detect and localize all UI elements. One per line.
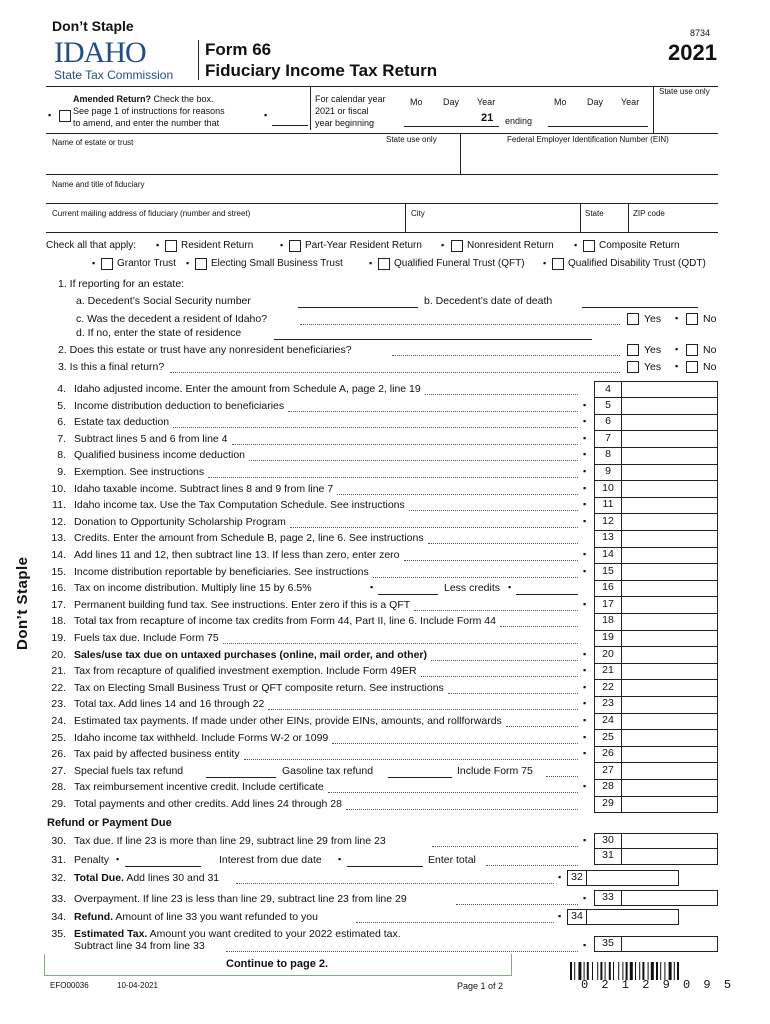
leader-dots <box>268 709 578 710</box>
leader-dots <box>337 494 578 495</box>
leader-dots <box>223 643 578 644</box>
line-number: 22. <box>51 681 66 694</box>
state-use-only-2: State use only <box>386 135 437 144</box>
leader-dots <box>431 660 578 661</box>
line-box-label: 23 <box>594 696 622 713</box>
line-text: Idaho income tax. Use the Tax Computation Schedule. See instructions <box>74 499 405 512</box>
line-box-label: 7 <box>594 431 622 448</box>
line-amount-field[interactable] <box>622 597 718 614</box>
electing-checkbox[interactable] <box>195 258 207 270</box>
line-box-label: 27 <box>594 763 622 780</box>
line-text: Idaho adjusted income. Enter the amount from Schedule A, page 2, line 19 <box>74 383 421 395</box>
leader-dots <box>332 743 578 744</box>
check-all-label: Check all that apply: <box>46 240 137 251</box>
line-text: Fuels tax due. Include Form 75 <box>74 632 219 644</box>
line-number: 29. <box>51 798 66 810</box>
line-text: Tax on Electing Small Business Trust or QFT composite return. See instructions <box>74 681 444 694</box>
line-text: Qualified business income deduction <box>74 449 246 462</box>
q2-no-label: No <box>703 344 717 356</box>
bullet-marker: ▪ <box>583 781 587 792</box>
line-number: 28. <box>51 781 66 794</box>
line-amount-field[interactable] <box>622 663 718 680</box>
q2-no-checkbox[interactable] <box>686 344 698 356</box>
line-number: 8. <box>57 449 66 462</box>
form-title: Fiduciary Income Tax Return <box>205 61 438 80</box>
line-number: 23. <box>51 698 66 711</box>
begin-day-label: Day <box>443 97 460 107</box>
line-amount-field[interactable] <box>622 447 718 464</box>
line-number: 7. <box>57 432 66 445</box>
amended-number-field[interactable] <box>272 125 308 126</box>
line-number: 11. <box>52 499 66 512</box>
barcode-number: 0 2 1 2 9 0 9 5 <box>581 978 735 992</box>
continue-label: Continue to page 2. <box>226 958 329 970</box>
line-number: 9. <box>57 466 66 478</box>
part-year-checkbox[interactable] <box>289 240 301 252</box>
form-number: Form 66 <box>205 40 272 59</box>
line-34-number: 34. <box>51 911 66 923</box>
line-amount-field[interactable] <box>622 530 718 547</box>
line-amount-field[interactable] <box>622 497 718 514</box>
idaho-logo <box>54 38 194 82</box>
leader-dots <box>290 527 578 528</box>
bullet-marker: ▪ <box>583 681 587 692</box>
bullet-marker: ▪ <box>583 482 587 493</box>
resident-checkbox[interactable] <box>165 240 177 252</box>
bullet-marker: ▪ <box>583 715 587 725</box>
line-box-label: 21 <box>594 663 622 680</box>
q3-yes-checkbox[interactable] <box>627 361 639 373</box>
line-35-text: Estimated Tax. Amount you want credited to your 2022 estimated tax. <box>74 928 401 940</box>
form-code: 8734 <box>690 28 711 38</box>
leader-dots <box>448 693 578 694</box>
bullet-marker: ▪ <box>583 399 587 410</box>
line-amount-field[interactable] <box>622 779 718 796</box>
leader-dots <box>404 560 578 561</box>
line-amount-field[interactable] <box>622 414 718 431</box>
line-text: Tax on income distribution. Multiply line 15 by 6.5% <box>74 582 312 595</box>
efo-code: EFO00036 <box>50 981 89 990</box>
qft-label: Qualified Funeral Trust (QFT) <box>394 258 525 269</box>
leader-dots <box>546 776 578 777</box>
q2-yes-checkbox[interactable] <box>627 344 639 356</box>
line-number: 26. <box>51 748 66 761</box>
line-number: 19. <box>51 632 66 644</box>
line-31-penalty-label: Penalty <box>74 854 110 866</box>
q1a-label: a. Decedent’s Social Security number <box>76 295 251 307</box>
line-box-label: 14 <box>594 547 622 564</box>
part-year-label: Part-Year Resident Return <box>305 240 422 251</box>
line-amount-field[interactable] <box>622 763 718 780</box>
line-box-label: 28 <box>594 779 622 796</box>
line-16-tax-field[interactable] <box>378 594 438 595</box>
q1b-label: b. Decedent’s date of death <box>424 295 553 307</box>
line-box-label: 11 <box>594 497 622 514</box>
leader-dots <box>346 809 578 810</box>
line-amount-field[interactable] <box>622 647 718 664</box>
bullet-marker: ▪ <box>370 582 374 593</box>
bullet-marker: ▪ <box>583 416 587 427</box>
line-number: 4. <box>57 383 66 395</box>
q3-yes-label: Yes <box>644 361 662 373</box>
line-box-label: 12 <box>594 514 622 531</box>
line-box-label: 17 <box>594 597 622 614</box>
state-use-only-1: State use only <box>659 87 710 96</box>
line-32-number: 32. <box>51 872 66 884</box>
name-field[interactable] <box>46 174 718 175</box>
end-day-label: Day <box>587 97 604 107</box>
qft-checkbox[interactable] <box>378 258 390 270</box>
bullet-marker: ▪ <box>583 449 587 460</box>
line-30-number: 30. <box>51 835 66 847</box>
line-text: Add lines 11 and 12, then subtract line 13. If less than zero, enter zero <box>74 549 400 561</box>
leader-dots <box>244 759 578 760</box>
q1c-yes-checkbox[interactable] <box>627 313 639 325</box>
q2-label: 2. Does this estate or trust have any nonresident beneficiaries? <box>58 344 352 356</box>
barcode-bar <box>570 962 572 980</box>
begin-year-label: Year <box>477 97 496 107</box>
bullet-marker: ▪ <box>583 748 587 759</box>
line-31-interest-label: Interest from due date <box>219 854 322 866</box>
ssn-field[interactable] <box>298 307 418 308</box>
q3-no-label: No <box>703 361 717 373</box>
line-number: 18. <box>51 615 66 628</box>
calendar-year-text: For calendar year 2021 or fiscal year beginning <box>315 94 386 128</box>
line-box-label: 29 <box>594 796 622 813</box>
ein-label: Federal Employer Identification Number (EIN) <box>507 135 669 144</box>
composite-checkbox[interactable] <box>583 240 595 252</box>
leader-dots <box>328 792 578 793</box>
line-32-text: Total Due. Add lines 30 and 31 <box>74 872 220 884</box>
line-34-text: Refund. Amount of line 33 you want refunded to you <box>74 911 318 923</box>
zip-label: ZIP code <box>633 209 665 218</box>
bullet-marker: ▪ <box>583 466 587 476</box>
line-number: 21. <box>51 665 66 678</box>
line-amount-field[interactable] <box>622 696 718 713</box>
line-box-label: 13 <box>594 530 622 547</box>
line-number: 20. <box>51 648 66 661</box>
line-text: Permanent building fund tax. See instructions. Enter zero if this is a QFT <box>74 598 411 611</box>
line-35-amount[interactable] <box>622 936 718 952</box>
residence-state-field[interactable] <box>274 339 592 340</box>
line-box-label: 19 <box>594 630 622 647</box>
line-32-amount[interactable] <box>587 870 679 886</box>
line-amount-field[interactable] <box>622 630 718 647</box>
special-fuels-field[interactable] <box>206 777 276 778</box>
line-30-box-label: 30 <box>594 833 622 849</box>
line-text: Idaho taxable income. Subtract lines 8 and 9 from line 7 <box>74 482 334 495</box>
line-box-label: 18 <box>594 613 622 630</box>
line-box-label: 4 <box>594 381 622 398</box>
line-text: Income distribution deduction to beneficiaries <box>74 399 285 412</box>
end-mo-label: Mo <box>554 97 567 107</box>
q3-label: 3. Is this a final return? <box>58 361 165 373</box>
leader-dots <box>425 394 578 395</box>
leader-dots <box>500 626 578 627</box>
line-text: Total tax from recapture of income tax credits from Form 44, Part II, line 6. Include Form 44 <box>74 615 496 628</box>
line-number: 16. <box>51 582 66 595</box>
leader-dots <box>414 610 578 611</box>
leader-dots <box>249 460 578 461</box>
line-box-label: 8 <box>594 447 622 464</box>
line-31-total-label: Enter total <box>428 854 476 866</box>
line-box-label: 9 <box>594 464 622 481</box>
less-credits-field[interactable] <box>516 594 578 595</box>
amended-text: Amended Return? Check the box. See page 1 of instructions for reasons to amend, and enter the number that <box>73 94 225 128</box>
line-text: Total payments and other credits. Add lines 24 through 28 <box>74 798 342 810</box>
line-text: Tax reimbursement incentive credit. Include certificate <box>74 781 324 794</box>
q1c-no-label: No <box>703 313 717 325</box>
line-box-label: 16 <box>594 580 622 597</box>
nonresident-label: Nonresident Return <box>467 240 554 251</box>
line-box-label: 20 <box>594 647 622 664</box>
begin-date-field[interactable] <box>404 126 499 127</box>
bullet-marker: ▪ <box>583 648 587 659</box>
amended-checkbox[interactable] <box>59 110 71 122</box>
line-30-text: Tax due. If line 23 is more than line 29, subtract line 29 from line 23 <box>74 835 386 847</box>
line-text: Estimated tax payments. If made under other EINs, provide EINs, amounts, and rollforwards <box>74 715 502 727</box>
end-year-label: Year <box>621 97 640 107</box>
bullet-marker: ▪ <box>583 598 587 609</box>
form-date: 10-04-2021 <box>117 981 158 990</box>
bullet-marker: ▪ <box>583 432 587 443</box>
grantor-label: Grantor Trust <box>117 258 176 269</box>
line-number: 13. <box>51 532 66 545</box>
line-number: 24. <box>51 715 66 727</box>
leader-dots <box>173 427 578 428</box>
line-amount-field[interactable] <box>622 680 718 697</box>
line-30-amount[interactable] <box>622 833 718 849</box>
leader-dots <box>208 477 578 478</box>
q1d-label: d. If no, enter the state of residence <box>76 327 242 339</box>
line-text: Income distribution reportable by beneficiaries. See instructions <box>74 565 369 578</box>
leader-dots <box>409 510 578 511</box>
line-box-label: 26 <box>594 746 622 763</box>
line-amount-field[interactable] <box>622 730 718 747</box>
line-box-label: 5 <box>594 398 622 415</box>
barcode-bar <box>574 962 575 980</box>
q2-yes-label: Yes <box>644 344 662 356</box>
composite-label: Composite Return <box>599 240 680 251</box>
fiduciary-label: Name and title of fiduciary <box>52 180 145 189</box>
bullet-marker: ▪ <box>583 515 587 526</box>
line-amount-field[interactable] <box>622 613 718 630</box>
leader-dots <box>373 577 578 578</box>
resident-label: Resident Return <box>181 240 254 251</box>
line-number: 27. <box>51 764 66 777</box>
line-31-number: 31. <box>51 854 66 866</box>
line-amount-field[interactable] <box>622 564 718 581</box>
qdt-checkbox[interactable] <box>552 258 564 270</box>
state-label: State <box>585 209 604 218</box>
end-date-field[interactable] <box>548 126 648 127</box>
line-box-label: 6 <box>594 414 622 431</box>
penalty-field[interactable] <box>125 866 201 867</box>
line-amount-field[interactable] <box>622 580 718 597</box>
q1-label: 1. If reporting for an estate: <box>58 278 185 290</box>
line-box-label: 22 <box>594 680 622 697</box>
leader-dots <box>232 444 578 445</box>
bullet-marker: ▪ <box>583 499 587 510</box>
line-text: Credits. Enter the amount from Schedule B, page 2, line 6. See instructions <box>74 532 424 545</box>
line-number: 14. <box>51 549 66 561</box>
line-box-label: 25 <box>594 730 622 747</box>
line-number: 25. <box>51 731 66 744</box>
qdt-label: Qualified Disability Trust (QDT) <box>568 258 706 269</box>
line-number: 15. <box>51 565 66 578</box>
less-credits-label: Less credits <box>444 582 501 595</box>
bullet-marker: ▪ <box>583 565 587 576</box>
electing-label: Electing Small Business Trust <box>211 258 343 269</box>
line-text: Exemption. See instructions <box>74 466 205 478</box>
line-number: 12. <box>51 515 66 528</box>
bullet-marker: ▪ <box>583 549 587 559</box>
bullet-marker: ▪ <box>583 698 587 709</box>
refund-heading: Refund or Payment Due <box>47 817 172 829</box>
line-text: Subtract lines 5 and 6 from line 4 <box>74 432 228 445</box>
line-text: Sales/use tax due on untaxed purchases (online, mail order, and other) <box>74 648 428 661</box>
line-amount-field[interactable] <box>622 464 718 481</box>
line-number: 10. <box>51 482 66 495</box>
logo-text: IDAHO <box>54 36 146 69</box>
line-amount-field[interactable] <box>622 547 718 564</box>
bullet-marker: ▪ <box>583 665 587 676</box>
address-field[interactable] <box>46 232 718 233</box>
line-text: Estate tax deduction <box>74 416 170 429</box>
line-number: 6. <box>57 416 66 429</box>
fiduciary-field[interactable] <box>46 203 718 204</box>
leader-dots <box>288 411 578 412</box>
line-box-label: 24 <box>594 713 622 730</box>
line-35-text-2: Subtract line 34 from line 33 <box>74 940 205 952</box>
address-label: Current mailing address of fiduciary (number and street) <box>52 209 251 218</box>
line-number: 5. <box>57 399 66 412</box>
line-amount-field[interactable] <box>622 398 718 415</box>
grantor-checkbox[interactable] <box>101 258 113 270</box>
begin-year-value: 21 <box>481 112 494 124</box>
line-amount-field[interactable] <box>622 713 718 730</box>
line-32-box-label: 32 <box>567 870 587 886</box>
line-text: Total tax. Add lines 14 and 16 through 22 <box>74 698 265 711</box>
bullet-marker: ▪ <box>583 731 587 742</box>
include-form-75-label: Include Form 75 <box>457 764 533 777</box>
logo-subtext: State Tax Commission <box>54 68 174 82</box>
line-box-label: 10 <box>594 481 622 498</box>
line-35-box-label: 35 <box>594 936 622 952</box>
line-text: Tax from recapture of qualified investment exemption. Include Form 49ER <box>74 665 417 678</box>
begin-mo-label: Mo <box>410 97 423 107</box>
line-amount-field[interactable] <box>622 796 718 813</box>
line-31-box-label: 31 <box>594 849 622 865</box>
line-amount-field[interactable] <box>622 514 718 531</box>
name-label: Name of estate or trust <box>52 138 134 147</box>
line-33-amount[interactable] <box>622 890 718 906</box>
interest-field[interactable] <box>347 866 423 867</box>
q1c-label: c. Was the decedent a resident of Idaho? <box>76 313 268 325</box>
gasoline-refund-label: Gasoline tax refund <box>282 764 374 777</box>
line-33-number: 33. <box>51 893 66 905</box>
gasoline-refund-field[interactable] <box>388 777 452 778</box>
q1c-no-checkbox[interactable] <box>686 313 698 325</box>
line-amount-field[interactable] <box>622 381 718 398</box>
q1c-yes-label: Yes <box>644 313 662 325</box>
line-box-label: 15 <box>594 564 622 581</box>
nonresident-checkbox[interactable] <box>451 240 463 252</box>
dont-staple-header: Don’t Staple <box>52 18 134 34</box>
line-31-amount[interactable] <box>622 849 718 865</box>
page-number: Page 1 of 2 <box>457 981 504 991</box>
line-amount-field[interactable] <box>622 746 718 763</box>
line-34-box-label: 34 <box>567 909 587 925</box>
tax-year: 2021 <box>668 40 717 65</box>
city-label: City <box>411 209 425 218</box>
bullet-marker: ▪ <box>508 582 512 593</box>
state-use-box <box>653 86 720 134</box>
death-date-field[interactable] <box>582 307 698 308</box>
leader-dots <box>421 676 578 677</box>
line-33-text: Overpayment. If line 23 is less than line 29, subtract line 23 from line 29 <box>74 893 407 905</box>
leader-dots <box>428 543 578 544</box>
ending-label: ending <box>505 116 533 126</box>
q3-no-checkbox[interactable] <box>686 361 698 373</box>
leader-dots <box>506 726 578 727</box>
line-text: Special fuels tax refund <box>74 764 184 777</box>
line-amount-field[interactable] <box>622 431 718 448</box>
side-dont-staple: Don’t Staple <box>14 556 31 650</box>
line-number: 17. <box>51 598 66 611</box>
line-35-number: 35. <box>51 928 66 940</box>
line-text: Idaho income tax withheld. Include Forms W-2 or 1099 <box>74 731 329 744</box>
line-text: Donation to Opportunity Scholarship Program <box>74 515 286 528</box>
line-34-amount[interactable] <box>587 909 679 925</box>
line-amount-field[interactable] <box>622 481 718 498</box>
line-text: Tax paid by affected business entity <box>74 748 240 761</box>
line-33-box-label: 33 <box>594 890 622 906</box>
